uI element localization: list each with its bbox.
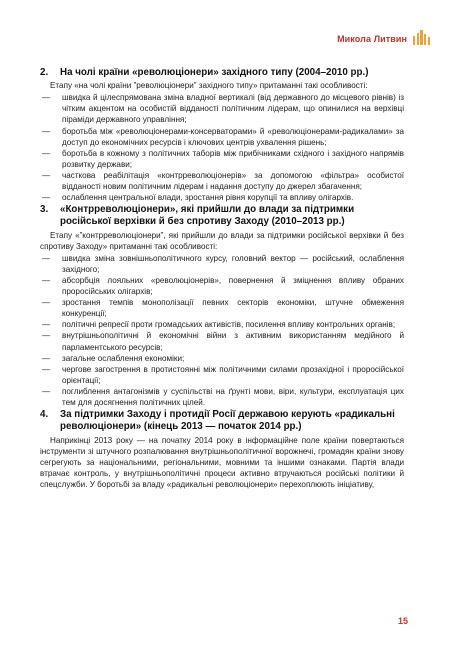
- list-item: — зростання темпів монополізації певних секторів економіки, штучне обмеження конкуренції;: [40, 297, 404, 319]
- section-number: 2.: [40, 67, 49, 78]
- feature-list: [40, 92, 404, 203]
- body-paragraph: Наприкінці 2013 року — на початку 2014 року в інформаційне поле країни повертаються інструменти зі штучного розпалювання внутрішньополітичної ворожнечі, громадян країни знову сегрегують за національними, регіональними, мовними та іншими ознаками. Партія влади втрачає контроль, у внутрішньополітичні процеси активно втручаються російські політики й спецслужби. У боротьбі за владу «радикальні революціонери» перехоплюють ініціативу,: [40, 435, 404, 489]
- list-item: — абсорбція лояльних «революціонерів», повернення й зміцнення впливу обраних проросійських олігархів;: [40, 275, 404, 297]
- section-heading: [40, 204, 404, 228]
- section-title: На чолі країни «революціонери» західного типу (2004–2010 рр.): [60, 67, 369, 78]
- list-item: — боротьба в кожному з політичних таборів між прибічниками східного і західного напрямів розвитку держави;: [40, 148, 404, 170]
- section-heading: [40, 67, 404, 79]
- list-item: — внутрішньополітичні й економічні війни з активним використанням медійного й парламентського ресурсів;: [40, 330, 404, 352]
- list-item: — боротьба між «революціонерами-консерваторами» й «революціонерами-радикалами» за доступ до економічних ресурсів і ключових центрів ухвалення рішень;: [40, 126, 404, 148]
- list-item: — швидка й цілеспрямована зміна владної вертикалі (від державного до місцевого рівнів) із чітким акцентом на особистій відданості політичним лідерам, що опинилися на верхівці піраміди державного управління;: [40, 92, 404, 125]
- section-intro: Етапу «на чолі країни ”революціонери” західного типу» притаманні такі особливості:: [50, 81, 368, 91]
- list-item: — політичні репресії проти громадських активістів, посилення впливу контрольних органів;: [40, 319, 404, 330]
- section-intro: Етапу «”контрреволюціонери”, які прийшли до влади за підтримки російської верхівки й без спротиву Заходу» притаманні такі особливості:: [40, 230, 404, 251]
- running-header: [337, 29, 430, 45]
- list-item: — часткова реабілітація «контрреволюціонерів» за допомогою «фільтра» особистої відданості новим політичним лідерам і надання доступу до джерел збагачення;: [40, 170, 404, 192]
- list-item: — ослаблення центральної влади, зростання рівня корупції та впливу олігархів.: [40, 192, 404, 203]
- author-name: Микола Литвин: [337, 34, 408, 44]
- page-number: 15: [397, 616, 408, 626]
- section-title: «Контрреволюціонери», які прийшли до влади за підтримки російської верхівки й без спротиву Заходу (2010–2013 рр.): [60, 204, 355, 228]
- list-item: — загальне ослаблення економіки;: [40, 353, 404, 364]
- logo-bars-icon: [413, 29, 430, 45]
- list-item: — швидка зміна зовнішньополітичного курсу, головний вектор — російський, ослаблення західного;: [40, 253, 404, 275]
- section-title: За підтримки Заходу і протидії Росії державою керують «радикальні революціонери» (кінець 2013 — початок 2014 рр.): [60, 409, 395, 433]
- section-number: 4.: [40, 409, 49, 421]
- list-item: — чергове загострення в протистоянні між політичними силами прозахідної і проросійської орієнтації;: [40, 364, 404, 386]
- section-number: 3.: [40, 204, 49, 216]
- section-heading: [40, 409, 404, 433]
- feature-list: [40, 253, 404, 408]
- list-item: — поглиблення антагонізмів у суспільстві на ґрунті мови, віри, культури, експлуатація цих тем для досягнення політичних цілей.: [40, 386, 404, 408]
- page-content: [40, 66, 404, 491]
